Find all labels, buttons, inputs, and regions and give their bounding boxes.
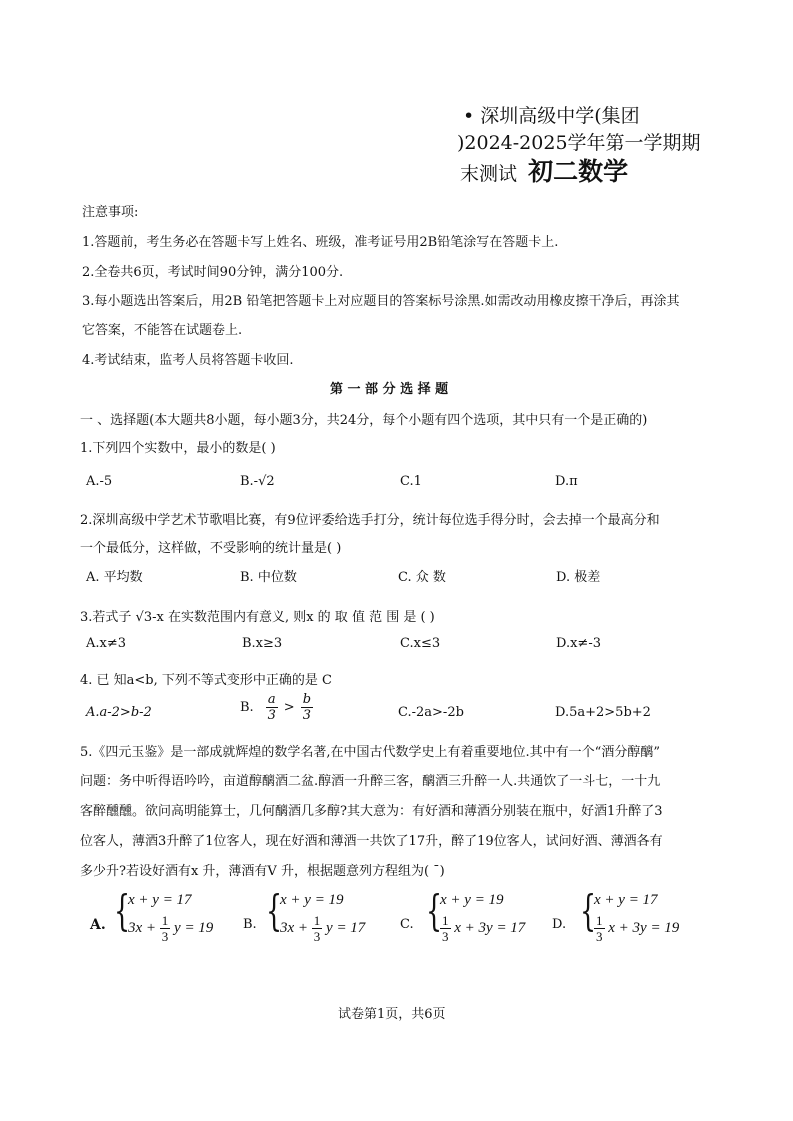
notice-title: 注意事项: bbox=[82, 205, 139, 220]
q5-option-b-label[interactable]: B. bbox=[243, 917, 257, 932]
q5-option-d-system[interactable] bbox=[580, 886, 690, 950]
q2-option-d[interactable]: D. 极差 bbox=[556, 570, 601, 585]
fraction-a-over-3: $\frac{a}{3}$ bbox=[267, 692, 276, 723]
brace-icon: { bbox=[426, 886, 443, 935]
brace-icon: { bbox=[580, 886, 597, 935]
brace-icon: { bbox=[114, 886, 131, 935]
fraction-b-over-3: $\frac{b}{3}$ bbox=[302, 692, 312, 723]
question-2-stem-line1: 2.深圳高级中学艺术节歌唱比赛，有9位评委给选手打分，统计每位选手得分时，会去掉一个最高分和 bbox=[80, 513, 660, 528]
q2-option-a[interactable]: A. 平均数 bbox=[86, 570, 143, 585]
q4-option-b[interactable] bbox=[240, 693, 313, 722]
q5-option-a-system[interactable] bbox=[114, 886, 224, 950]
question-5-stem-line4: 位客人，薄酒3升醉了1位客人，现在好酒和薄酒一共饮了17升，醉了19位客人，试问好酒、薄酒各有 bbox=[80, 834, 663, 849]
question-1-stem: 1.下列四个实数中，最小的数是( ) bbox=[80, 441, 276, 456]
q2-option-c[interactable]: C. 众 数 bbox=[398, 570, 446, 585]
q5-option-b-system[interactable] bbox=[266, 886, 376, 950]
q5-option-d-label[interactable]: D. bbox=[552, 917, 567, 932]
greater-than-sign: > bbox=[283, 700, 295, 715]
q1-option-a[interactable]: A.-5 bbox=[86, 474, 113, 489]
equation-1: x + y = 17 bbox=[128, 892, 192, 908]
q3-option-b[interactable]: B.x≥3 bbox=[242, 636, 283, 651]
q5-option-c-label[interactable]: C. bbox=[400, 917, 414, 932]
question-2-stem-line2: 一个最低分，这样做，不受影响的统计量是( ) bbox=[80, 541, 342, 556]
notice-item-2: 2.全卷共6页，考试时间90分钟，满分100分. bbox=[82, 265, 344, 280]
q4-option-d[interactable]: D.5a+2>5b+2 bbox=[555, 705, 651, 720]
exam-term: )2024-2025学年第一学期期 bbox=[457, 132, 701, 154]
section-title: 第 一 部 分 选 择 题 bbox=[330, 382, 449, 397]
page-footer: 试卷第1页，共6页 bbox=[338, 1007, 446, 1022]
q4-option-b-label: B. bbox=[240, 700, 254, 715]
q5-option-a-label[interactable]: A. bbox=[90, 917, 106, 933]
brace-icon: { bbox=[266, 886, 283, 935]
equation-2: $\frac{1}{3}$ x + 3y = 17 bbox=[442, 913, 526, 944]
equation-2: 3x + $\frac{1}{3}$ y = 17 bbox=[280, 913, 366, 944]
question-5-stem-line2: 问题：务中听得语吟吟，亩道醇醨酒二盆.醇酒一升醉三客，醨酒三升醉一人.共通饮了一斗七，一十九 bbox=[80, 774, 661, 789]
equation-2: $\frac{1}{3}$ x + 3y = 19 bbox=[596, 913, 680, 944]
equation-1: x + y = 19 bbox=[280, 892, 344, 908]
school-name: • 深圳高级中学(集团 bbox=[463, 105, 640, 127]
notice-item-4: 4.考试结束，监考人员将答题卡收回. bbox=[82, 353, 294, 368]
q1-option-d[interactable]: D.π bbox=[555, 474, 578, 489]
q4-option-c[interactable]: C.-2a>-2b bbox=[398, 705, 464, 720]
notice-item-1: 1.答题前，考生务必在答题卡写上姓名、班级，准考证号用2B铅笔涂写在答题卡上. bbox=[82, 235, 559, 250]
q5-option-c-system[interactable] bbox=[426, 886, 536, 950]
question-5-stem-line3: 客醉醺醺。欲问高明能算士，几何醨酒几多醇?其大意为：有好酒和薄酒分别装在瓶中，好酒1升醉了3 bbox=[80, 804, 663, 819]
question-5-stem-line1: 5.《四元玉鉴》是一部成就辉煌的数学名著,在中国古代数学史上有着重要地位.其中有一个“酒分醇醨” bbox=[80, 745, 660, 760]
q4-option-a[interactable]: A.a-2>b-2 bbox=[86, 705, 152, 720]
q3-option-c[interactable]: C.x≤3 bbox=[400, 636, 441, 651]
question-5-stem-line5: 多少升?若设好酒有x 升，薄酒有V 升，根据题意列方程组为( ˉ) bbox=[80, 864, 445, 879]
q1-option-b[interactable]: B.-√2 bbox=[240, 474, 275, 489]
part-one-intro: 一 、选择题(本大题共8小题，每小题3分，共24分，每个小题有四个选项，其中只有一个是正确的) bbox=[80, 413, 648, 428]
q3-option-d[interactable]: D.x≠-3 bbox=[556, 636, 601, 651]
q3-option-a[interactable]: A.x≠3 bbox=[86, 636, 127, 651]
equation-1: x + y = 17 bbox=[594, 892, 658, 908]
question-3-stem: 3.若式子 √3-x 在实数范围内有意义, 则x 的 取 值 范 围 是 ( ) bbox=[80, 610, 435, 625]
equation-2: 3x + $\frac{1}{3}$ y = 19 bbox=[128, 913, 214, 944]
q1-option-c[interactable]: C.1 bbox=[400, 474, 422, 489]
q2-option-b[interactable]: B. 中位数 bbox=[240, 570, 297, 585]
equation-1: x + y = 19 bbox=[440, 892, 504, 908]
question-4-stem: 4. 已 知a<b, 下列不等式变形中正确的是 C bbox=[80, 673, 332, 688]
notice-item-3: 3.每小题选出答案后，用2B 铅笔把答题卡上对应题目的答案标号涂黑.如需改动用橡皮擦干净后，再涂其 bbox=[82, 294, 680, 309]
subject-title: 初二数学 bbox=[528, 157, 629, 186]
exam-title-line bbox=[460, 152, 628, 188]
exam-type: 末测试 bbox=[460, 163, 518, 185]
notice-item-3-cont: 它答案，不能答在试题卷上. bbox=[82, 323, 243, 338]
